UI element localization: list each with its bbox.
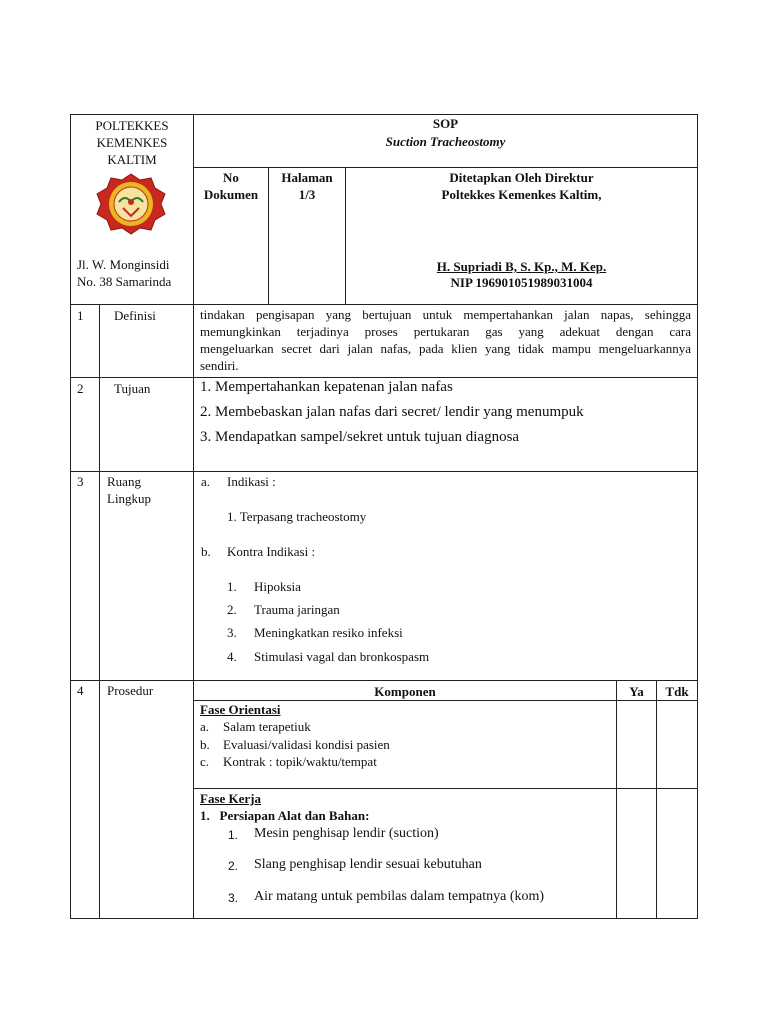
orientasi-bottom-border [193, 788, 698, 789]
kontra-item-2: Trauma jaringan [254, 602, 340, 617]
kerja-item-3-num: 3. [228, 891, 239, 905]
kontra-label: Kontra Indikasi : [227, 544, 316, 559]
ruang-number: 3 [77, 474, 84, 489]
tujuan-item-3: 3. Mendapatkan sampel/sekret untuk tujuan diagnosa [200, 429, 520, 445]
kerja-item-3: Air matang untuk pembilas dalam tempatnya (kom) [254, 889, 545, 904]
sop-title: Suction Tracheostomy [385, 134, 506, 149]
kerja-item-1: Mesin penghisap lendir (suction) [254, 826, 439, 841]
orientasi-item-c: Kontrak : topik/waktu/tempat [223, 754, 377, 769]
orientasi-item-a: Salam terapetiuk [223, 719, 311, 734]
kontra-item-3-num: 3. [227, 625, 237, 640]
sop-label: SOP [432, 116, 459, 131]
tujuan-item-1: 1. Mempertahankan kepatenan jalan nafas [200, 379, 453, 395]
kontra-item-4: Stimulasi vagal dan bronkospasm [254, 649, 430, 664]
kontra-item-1: Hipoksia [254, 579, 301, 594]
fase-kerja-subtitle: 1. Persiapan Alat dan Bahan: [200, 808, 370, 823]
fase-kerja-title: Fase Kerja [200, 791, 262, 806]
halaman-label: Halaman 1/3 [281, 170, 333, 202]
institution-name: POLTEKKES KEMENKES KALTIM [95, 118, 169, 167]
kontra-item-1-num: 1. [227, 579, 237, 594]
institution-address: Jl. W. Monginsidi No. 38 Samarinda [77, 257, 172, 289]
orientasi-item-b-marker: b. [200, 737, 210, 752]
tujuan-number: 2 [77, 381, 84, 396]
indikasi-item: 1. Terpasang tracheostomy [227, 509, 367, 524]
tujuan-bottom-border [70, 471, 698, 472]
table-left-border [70, 114, 71, 919]
orientasi-item-b: Evaluasi/validasi kondisi pasien [223, 737, 390, 752]
kontra-item-3: Meningkatkan resiko infeksi [254, 625, 403, 640]
kontra-marker: b. [201, 544, 211, 559]
orientasi-item-a-marker: a. [200, 719, 210, 734]
poltekkes-emblem-icon [93, 172, 169, 236]
prosedur-label: Prosedur [107, 683, 154, 698]
tujuan-item-2: 2. Membebaskan jalan nafas dari secret/ lendir yang menumpuk [200, 404, 584, 420]
ruang-label: Ruang Lingkup [107, 474, 152, 506]
header-bottom-border [70, 304, 698, 305]
label-column-divider [193, 114, 194, 919]
definisi-number: 1 [77, 308, 84, 323]
kerja-item-1-num: 1. [228, 828, 239, 842]
ditetapkan-block: Ditetapkan Oleh Direktur Poltekkes Kemenkes Kaltim, [441, 170, 602, 202]
table-right-border [697, 114, 698, 919]
indikasi-label: Indikasi : [227, 474, 276, 489]
number-column-divider [99, 304, 100, 919]
ruang-bottom-border [70, 680, 698, 681]
director-nip: NIP 196901051989031004 [450, 275, 593, 290]
definisi-label: Definisi [114, 308, 156, 323]
kontra-item-2-num: 2. [227, 602, 237, 617]
tujuan-label: Tujuan [114, 381, 151, 396]
no-dokumen-label: No Dokumen [203, 170, 259, 202]
kerja-item-2: Slang penghisap lendir sesuai kebutuhan [254, 857, 482, 872]
tdk-column-divider [656, 680, 657, 919]
director-name: H. Supriadi B, S. Kp., M. Kep. [436, 259, 607, 274]
definisi-text: tindakan pengisapan yang bertujuan untuk mempertahankan jalan napas, sehingga memungkinkan terjadinya proses pertukaran gas yang adekuat dengan cara mengeluarkan secret dari jalan nafas, pada klien yang tidak mampu mengeluarkannya sendiri. [200, 307, 691, 373]
kontra-item-4-num: 4. [227, 649, 237, 664]
prosedur-number: 4 [77, 683, 84, 698]
table-bottom-border [70, 918, 698, 919]
komponen-header: Komponen [374, 684, 436, 699]
kerja-item-2-num: 2. [228, 859, 239, 873]
tdk-header: Tdk [665, 684, 689, 699]
fase-orientasi-title: Fase Orientasi [200, 702, 281, 717]
orientasi-item-c-marker: c. [200, 754, 210, 769]
ya-column-divider [616, 680, 617, 919]
ya-header: Ya [629, 684, 644, 699]
indikasi-marker: a. [201, 474, 211, 489]
